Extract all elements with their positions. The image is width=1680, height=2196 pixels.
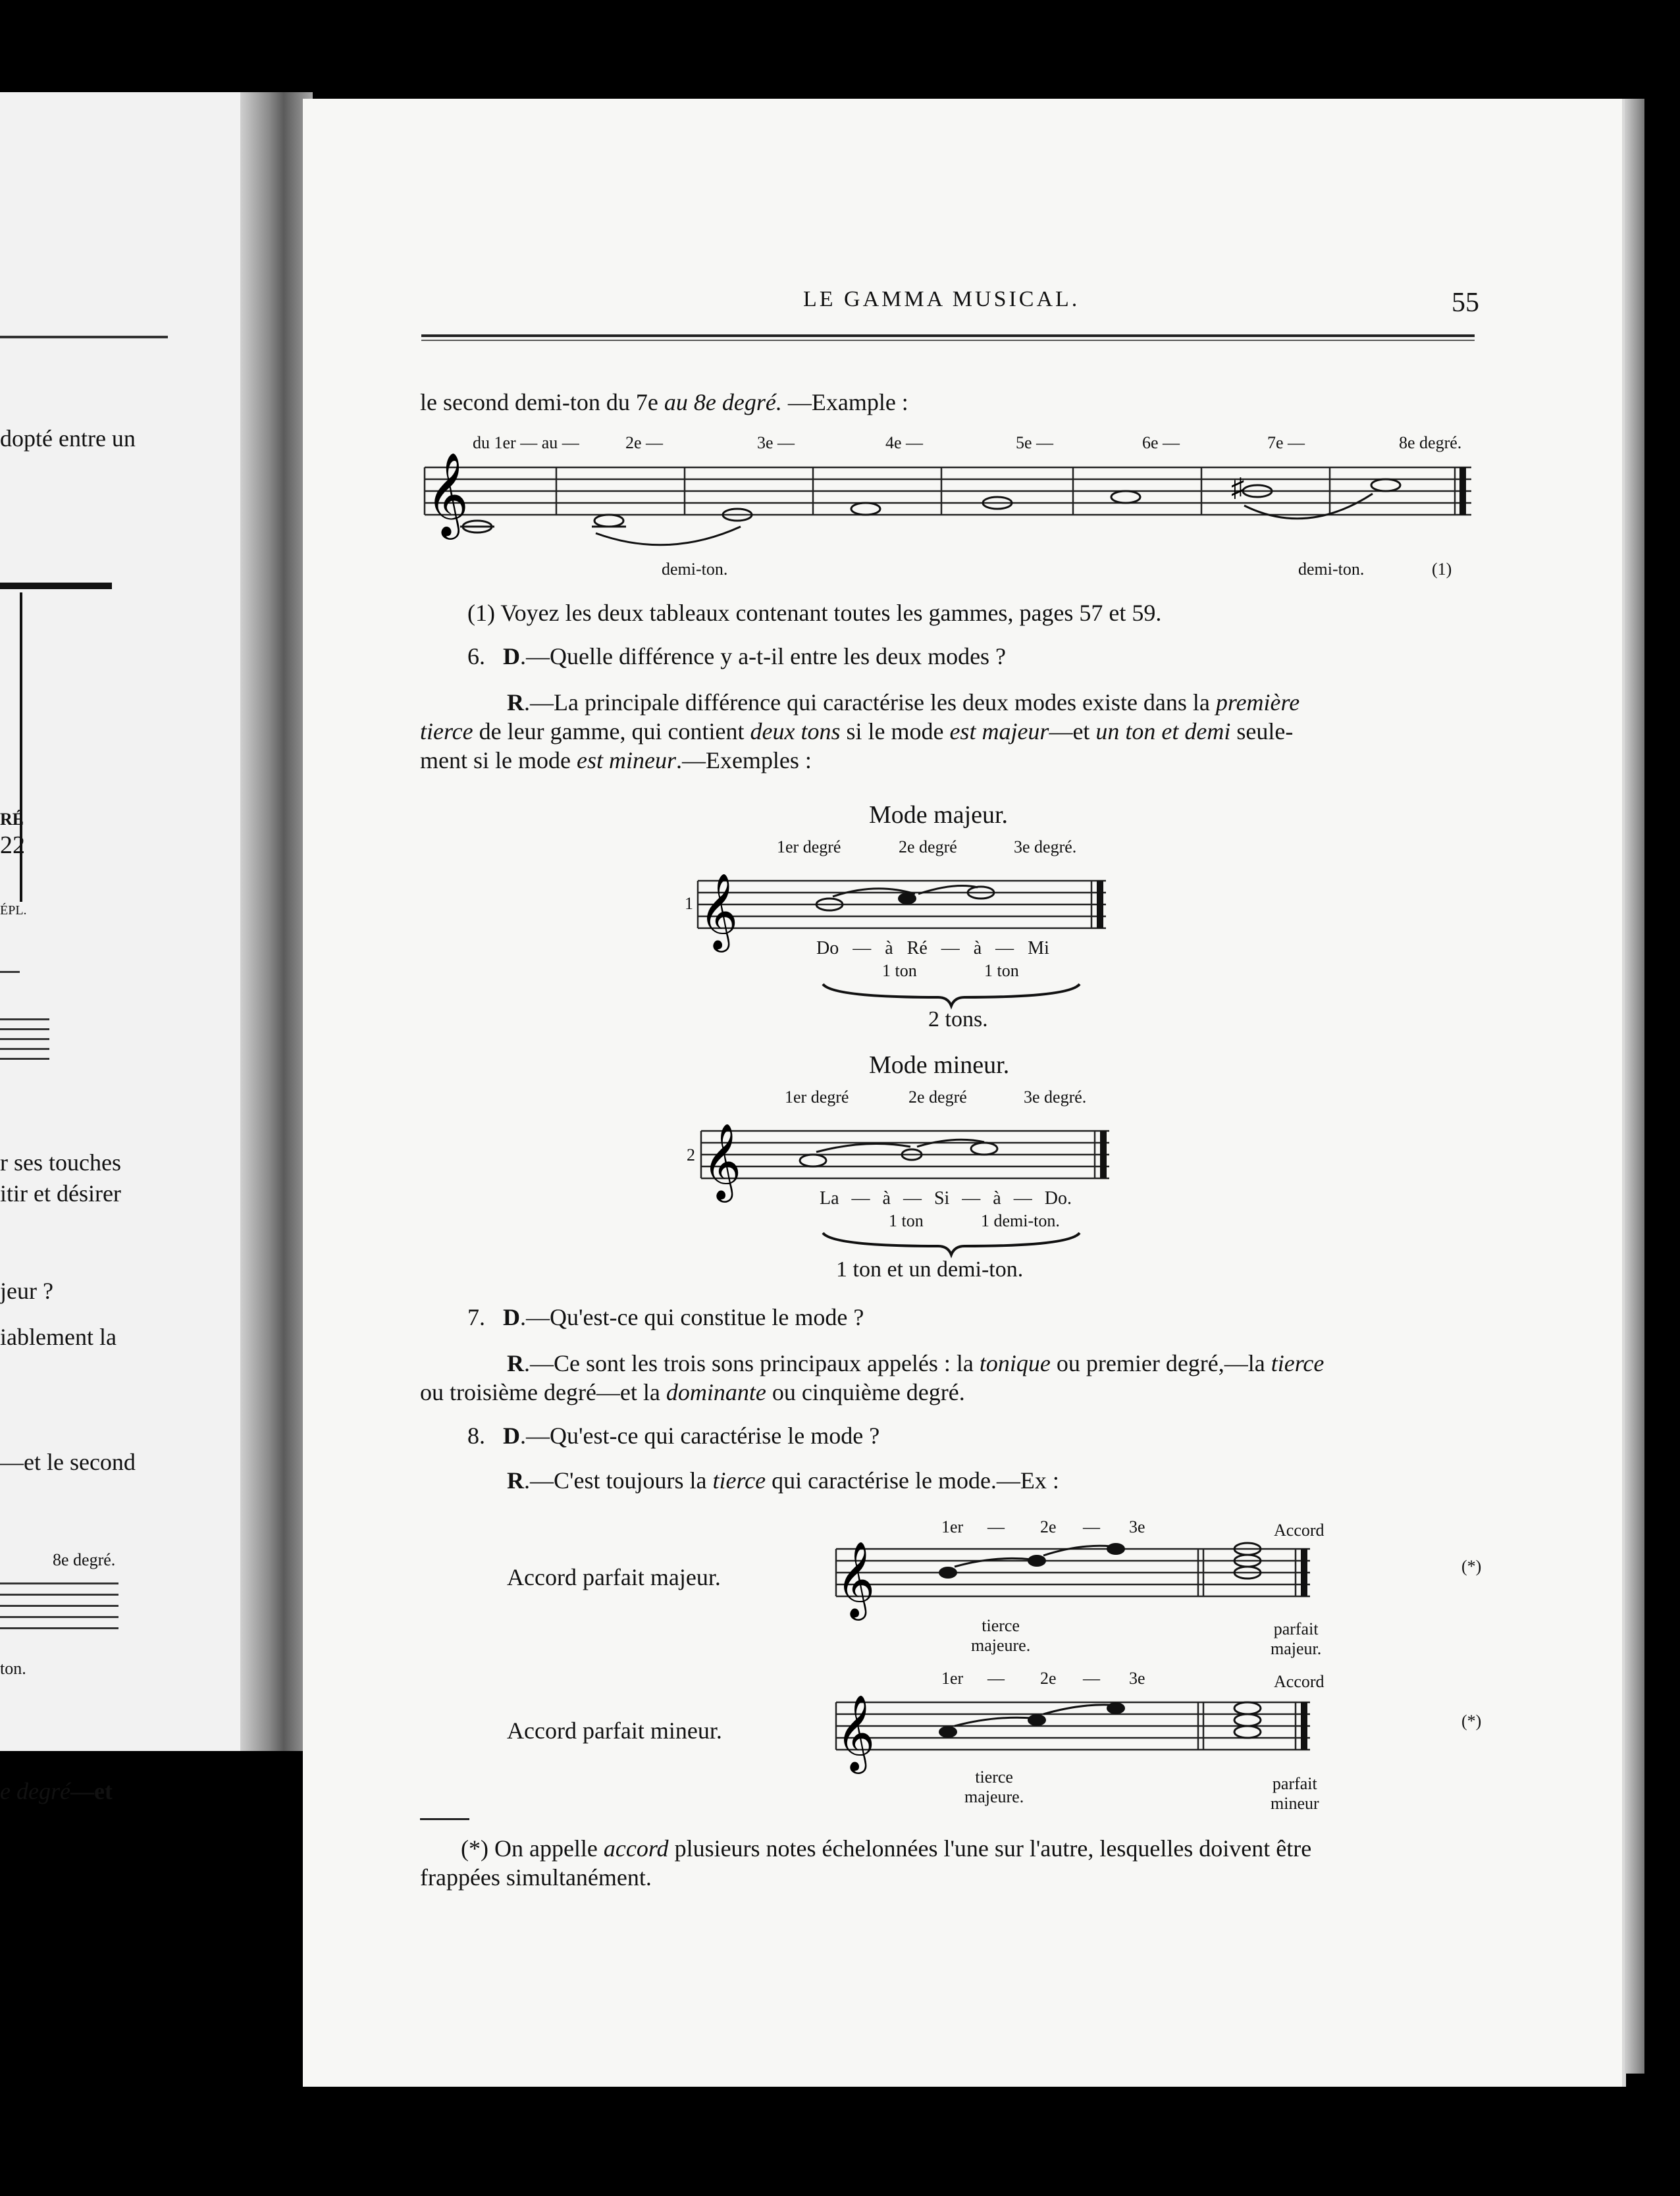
brace-icon — [820, 981, 1083, 1007]
left-line: ÉPL. — [0, 903, 27, 918]
right-page — [303, 99, 1626, 2087]
running-title: LE GAMMA MUSICAL. — [803, 287, 1080, 311]
page-edge — [1625, 99, 1644, 2074]
step-label: 1 ton — [882, 961, 917, 980]
accord-majeur-staff — [836, 1537, 1323, 1616]
answer-7-line: ou troisième degré—et la dominante ou cinquième degré. — [420, 1379, 965, 1405]
treble-clef-icon: 𝄞 — [836, 1696, 876, 1769]
footnote-ref: (*) — [1461, 1557, 1482, 1576]
question-8: 8. D.—Qu'est-ce qui caractérise le mode ? — [467, 1423, 880, 1449]
footnote-1: (1) Voyez les deux tableaux contenant toutes les gammes, pages 57 et 59. — [467, 600, 1162, 626]
note-names: Do — à Ré — à — Mi — [816, 938, 1049, 958]
step-label: 1 ton — [984, 961, 1019, 980]
note-names: La — à — Si — à — Do. — [820, 1188, 1072, 1209]
footnote-star-cont: frappées simultanément. — [420, 1864, 652, 1891]
accord-majeur-label: Accord parfait majeur. — [507, 1564, 721, 1590]
accord-degree: — — [987, 1669, 1005, 1688]
tierce-label: tierce majeure. — [971, 1616, 1031, 1655]
header-rule-thin — [421, 340, 1475, 341]
sharp-icon: ♯ — [1231, 473, 1244, 502]
example-number: 2 — [687, 1145, 695, 1164]
answer-8-line: R.—C'est toujours la tierce qui caractérise le mode.—Ex : — [507, 1467, 1059, 1494]
accord-degree: 2e — [1040, 1517, 1057, 1536]
left-line: —et le second — [0, 1449, 136, 1475]
accord-degree: 1er — [941, 1517, 964, 1536]
tierce-label: tierce majeure. — [964, 1767, 1024, 1806]
parfait-label: parfait majeur. — [1271, 1619, 1322, 1658]
scale-degree-label: 6e — — [1142, 433, 1180, 452]
scale-degree-label: 8e degré. — [1399, 433, 1462, 452]
accord-degree: — — [987, 1517, 1005, 1536]
left-staff-fragment — [0, 1010, 49, 1063]
example-number: 1 — [685, 894, 693, 913]
treble-clef-icon: 𝄞 — [836, 1543, 876, 1616]
step-label: 1 ton — [889, 1211, 924, 1230]
accord-mineur-label: Accord parfait mineur. — [507, 1717, 722, 1744]
degree-label: 1er degré — [777, 837, 841, 856]
question-7: 7. D.—Qu'est-ce qui constitue le mode ? — [467, 1304, 864, 1330]
treble-clef-icon: 𝄞 — [699, 875, 739, 948]
left-line: ton. — [0, 1659, 26, 1678]
left-rule — [0, 971, 20, 973]
scale-degree-label: 2e — — [625, 433, 664, 452]
treble-clef-icon: 𝄞 — [702, 1125, 742, 1198]
left-line: 22 — [0, 831, 25, 859]
scale-degree-label: du 1er — au — — [473, 433, 579, 452]
degree-label: 2e degré — [899, 837, 957, 856]
accord-degree: 3e — [1129, 1517, 1145, 1536]
footnote-ref: (1) — [1432, 560, 1452, 579]
answer-6-line: R.—La principale différence qui caractérise les deux modes existe dans la première — [507, 689, 1300, 716]
left-line: RÉ — [0, 810, 24, 829]
mode-majeur-title: Mode majeur. — [869, 801, 1009, 829]
accord-degree: — — [1083, 1669, 1100, 1688]
degree-label: 3e degré. — [1014, 837, 1077, 856]
brace-icon — [820, 1230, 1083, 1256]
degree-label: 1er degré — [785, 1087, 849, 1107]
scale-degree-label: 7e — — [1267, 433, 1305, 452]
accord-degree: 2e — [1040, 1669, 1057, 1688]
accord-degree: — — [1083, 1517, 1100, 1536]
treble-clef-icon: 𝄞 — [426, 454, 469, 535]
left-rule — [0, 336, 168, 338]
page-number: 55 — [1452, 288, 1479, 318]
left-line: iablement la — [0, 1324, 117, 1350]
footnote-rule — [420, 1818, 469, 1820]
answer-7-line: R.—Ce sont les trois sons principaux appelés : la tonique ou premier degré,—la tierce — [507, 1350, 1325, 1376]
accord-label: Accord — [1274, 1521, 1325, 1540]
header-rule — [421, 334, 1475, 337]
footnote-ref: (*) — [1461, 1712, 1482, 1731]
left-staff-fragment — [0, 1573, 118, 1629]
answer-6-line: ment si le mode est mineur.—Exemples : — [420, 747, 812, 773]
accord-degree: 3e — [1129, 1669, 1145, 1688]
mode-mineur-title: Mode mineur. — [869, 1051, 1010, 1079]
total-label: 1 ton et un demi-ton. — [836, 1257, 1024, 1282]
accord-label: Accord — [1274, 1672, 1325, 1691]
left-line: dopté entre un — [0, 425, 136, 452]
left-line: itir et désirer — [0, 1180, 121, 1207]
scale-degree-label: 3e — — [757, 433, 795, 452]
demi-ton-label: demi-ton. — [662, 560, 728, 579]
degree-label: 2e degré — [908, 1087, 967, 1107]
book-gutter — [240, 92, 313, 1751]
left-last-line: e degré—et — [0, 1778, 113, 1804]
question-6: 6. D.—Quelle différence y a-t-il entre les deux modes ? — [467, 643, 1007, 669]
footnote-star: (*) On appelle accord plusieurs notes échelonnées l'une sur l'autre, lesquelles doivent être — [461, 1835, 1312, 1862]
scale-degree-label: 4e — — [885, 433, 924, 452]
intro-line: le second demi-ton du 7e au 8e degré. —Example : — [420, 389, 908, 415]
left-line: jeur ? — [0, 1278, 53, 1304]
demi-ton-label: demi-ton. — [1298, 560, 1365, 579]
left-line: r ses touches — [0, 1149, 121, 1176]
scale-degree-label: 5e — — [1016, 433, 1054, 452]
step-label: 1 demi-ton. — [981, 1211, 1060, 1230]
accord-mineur-staff — [836, 1690, 1323, 1769]
answer-6-line: tierce de leur gamme, qui contient deux tons si le mode est majeur—et un ton et demi seule- — [420, 718, 1294, 745]
accord-degree: 1er — [941, 1669, 964, 1688]
total-label: 2 tons. — [928, 1007, 988, 1032]
parfait-label: parfait mineur — [1271, 1774, 1319, 1813]
degree-label: 3e degré. — [1024, 1087, 1087, 1107]
left-line: 8e degré. — [53, 1550, 116, 1569]
left-thick-rule — [0, 583, 112, 589]
